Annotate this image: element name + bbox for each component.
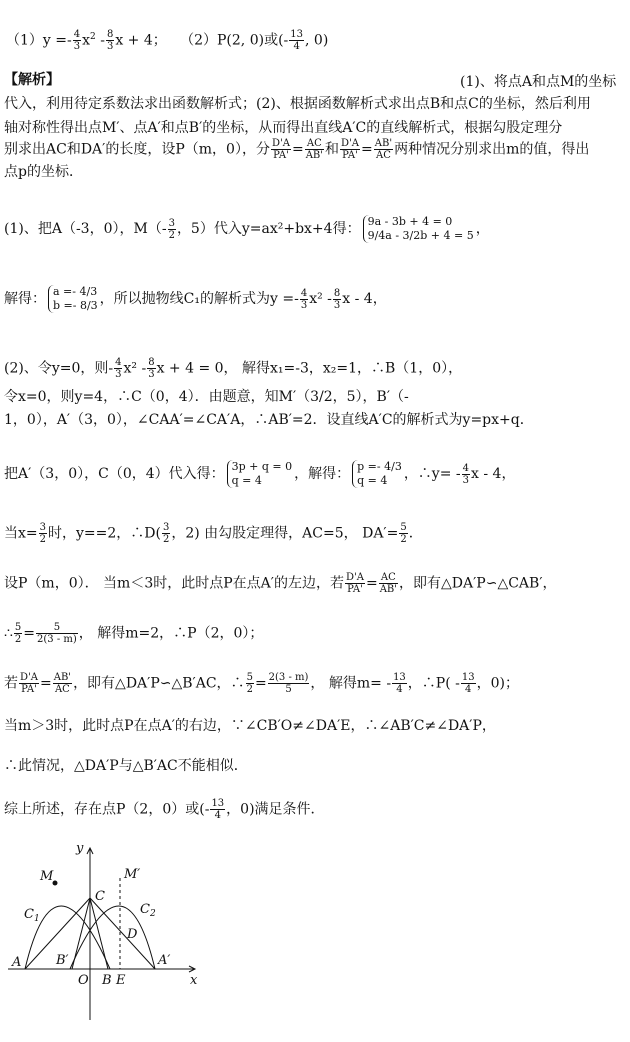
label-b: B [102,973,112,988]
label-b-prime: B′ [56,953,69,968]
label-o: O [78,973,89,988]
solution-step-12: ∴此情况，△DA′P与△B′AC不能相似． [4,758,248,774]
equation-system: 3p + q = 0 q = 4 [227,460,293,488]
label-e: E [116,973,126,988]
label-c1: $C_1$ [24,907,40,924]
label-a-prime: A′ [158,953,171,968]
solution-step-2: 解得： a =- 4/3 b =- 8/3 ，所以抛物线C₁的解析式为y =- $\frac{4}{3}$ x² - $\frac{8}{3}$ x - 4， [4,285,387,312]
analysis-line-5: 点p的坐标． [4,164,83,180]
solution-step-1: (1)、把A（-3，0），M（- $\frac{3}{2}$ ，5）代入y=ax²+bx+4得： 9a - 3b + 4 = 0 9/4a - 3/2b + 4 = 5 ， [4,215,490,242]
line-cb [90,898,108,969]
solution-step-7: 当x= $\frac{3}{2}$ 时，y==2，∴D( $\frac{3}{2}$ ，2) 由勾股定理得，AC=5， DA′= $\frac{5}{2}$ ． [4,522,423,545]
fraction: $\frac{13}{4}$ [290,29,304,53]
label-x-axis: x [190,973,198,988]
solution-step-4: 令x=0，则y=4，∴C（0，4）．由题意，知M′（3/2，5），B′（- [4,389,409,405]
solution-step-10: 若 $\frac{D'A}{PA'}$ = $\frac{AB'}{AC}$ ，即有△DA′P∽△B′AC，∴ $\frac{5}{2}$ = $\frac{2(3 - m)}{5}$ ， 解得m= - $\frac{13}{4}$ ，∴P( - $\frac{13}{4}$ ，0)； [4,672,519,695]
solution-step-6: 把A′（3，0），C（0，4）代入得： 3p + q = 0 q = 4 ，解得： p =- 4/3 q = 4 ，∴y= - $\frac{4}{3}$ x - 4， [4,460,516,487]
label-m-prime: M′ [124,867,141,882]
label-c2: $C_2$ [140,902,156,919]
solution-conclusion: 综上所述，存在点P（2，0）或(- $\frac{13}{4}$ ，0)满足条件． [4,798,325,821]
line-cb-prime [72,898,90,969]
solution-step-3: (2)、令y=0，则- $\frac{4}{3}$ x² - $\frac{8}{3}$ x + 4 = 0， 解得x₁=-3，x₂=1，∴B（1，0）， [4,357,463,380]
answer-part1-text: （1）y =- [6,32,72,49]
label-m: M [40,869,54,884]
answer-part2-text: （2）P(2, 0)或(- [180,32,289,49]
analysis-line-3: 轴对称性得出点M′、点A′和点B′的坐标，从而得出直线A′C的直线解析式，根据勾股定理分 [4,120,563,136]
analysis-line-2: 代入，利用待定系数法求出函数解析式；(2)、根据函数解析式求出点B和点C的坐标，然后利用 [4,96,591,112]
solution-step-9: ∴ $\frac{5}{2}$ = $\frac{5}{2(3 - m)}$ ， 解得m=2，∴P（2，0）； [4,622,264,645]
fraction: $\frac{4}{3}$ [73,29,81,53]
answer-line: （1）y =- $\frac{4}{3}$ $x^2$ - $\frac{8}{3}$ x + 4； （2）P(2, 0)或(- $\frac{13}{4}$ , 0) [6,29,329,53]
equation-system: p =- 4/3 q = 4 [352,460,402,488]
analysis-line-4: 别求出AC和DA′的长度，设P（m，0），分 $\frac{D'A}{PA'}$ = $\frac{AC}{AB'}$ 和 $\frac{D'A}{PA'}$ = $\frac{AB'}{AC}$ 两种情况分别求出m的值，得出 [4,138,590,161]
equation-system: a =- 4/3 b =- 8/3 [48,285,98,313]
solution-step-5: 1，0），A′（3，0），∠CAA′=∠CA′A，∴AB′=2．设直线A′C的解析式为y=px+q． [4,412,534,428]
label-y-axis: y [76,841,84,856]
label-d: D [127,927,138,942]
equation-system: 9a - 3b + 4 = 0 9/4a - 3/2b + 4 = 5 [363,215,474,243]
fraction: $\frac{8}{3}$ [106,29,114,53]
parabola-figure [0,838,200,1028]
label-a: A [12,955,22,970]
analysis-heading: 【解析】 [4,72,60,88]
label-c: C [95,889,105,904]
analysis-right-note: (1)、将点A和点M的坐标 [460,74,617,90]
solution-step-8: 设P（m，0）． 当m＜3时，此时点P在点A′的左边，若 $\frac{D'A}{PA'}$ = $\frac{AC}{AB'}$ ，即有△DA′P∽△CAB′， [4,572,557,595]
solution-step-11: 当m＞3时，此时点P在点A′的右边，∵∠CB′O≠∠DA′E，∴∠AB′C≠∠DA′P， [4,718,496,734]
